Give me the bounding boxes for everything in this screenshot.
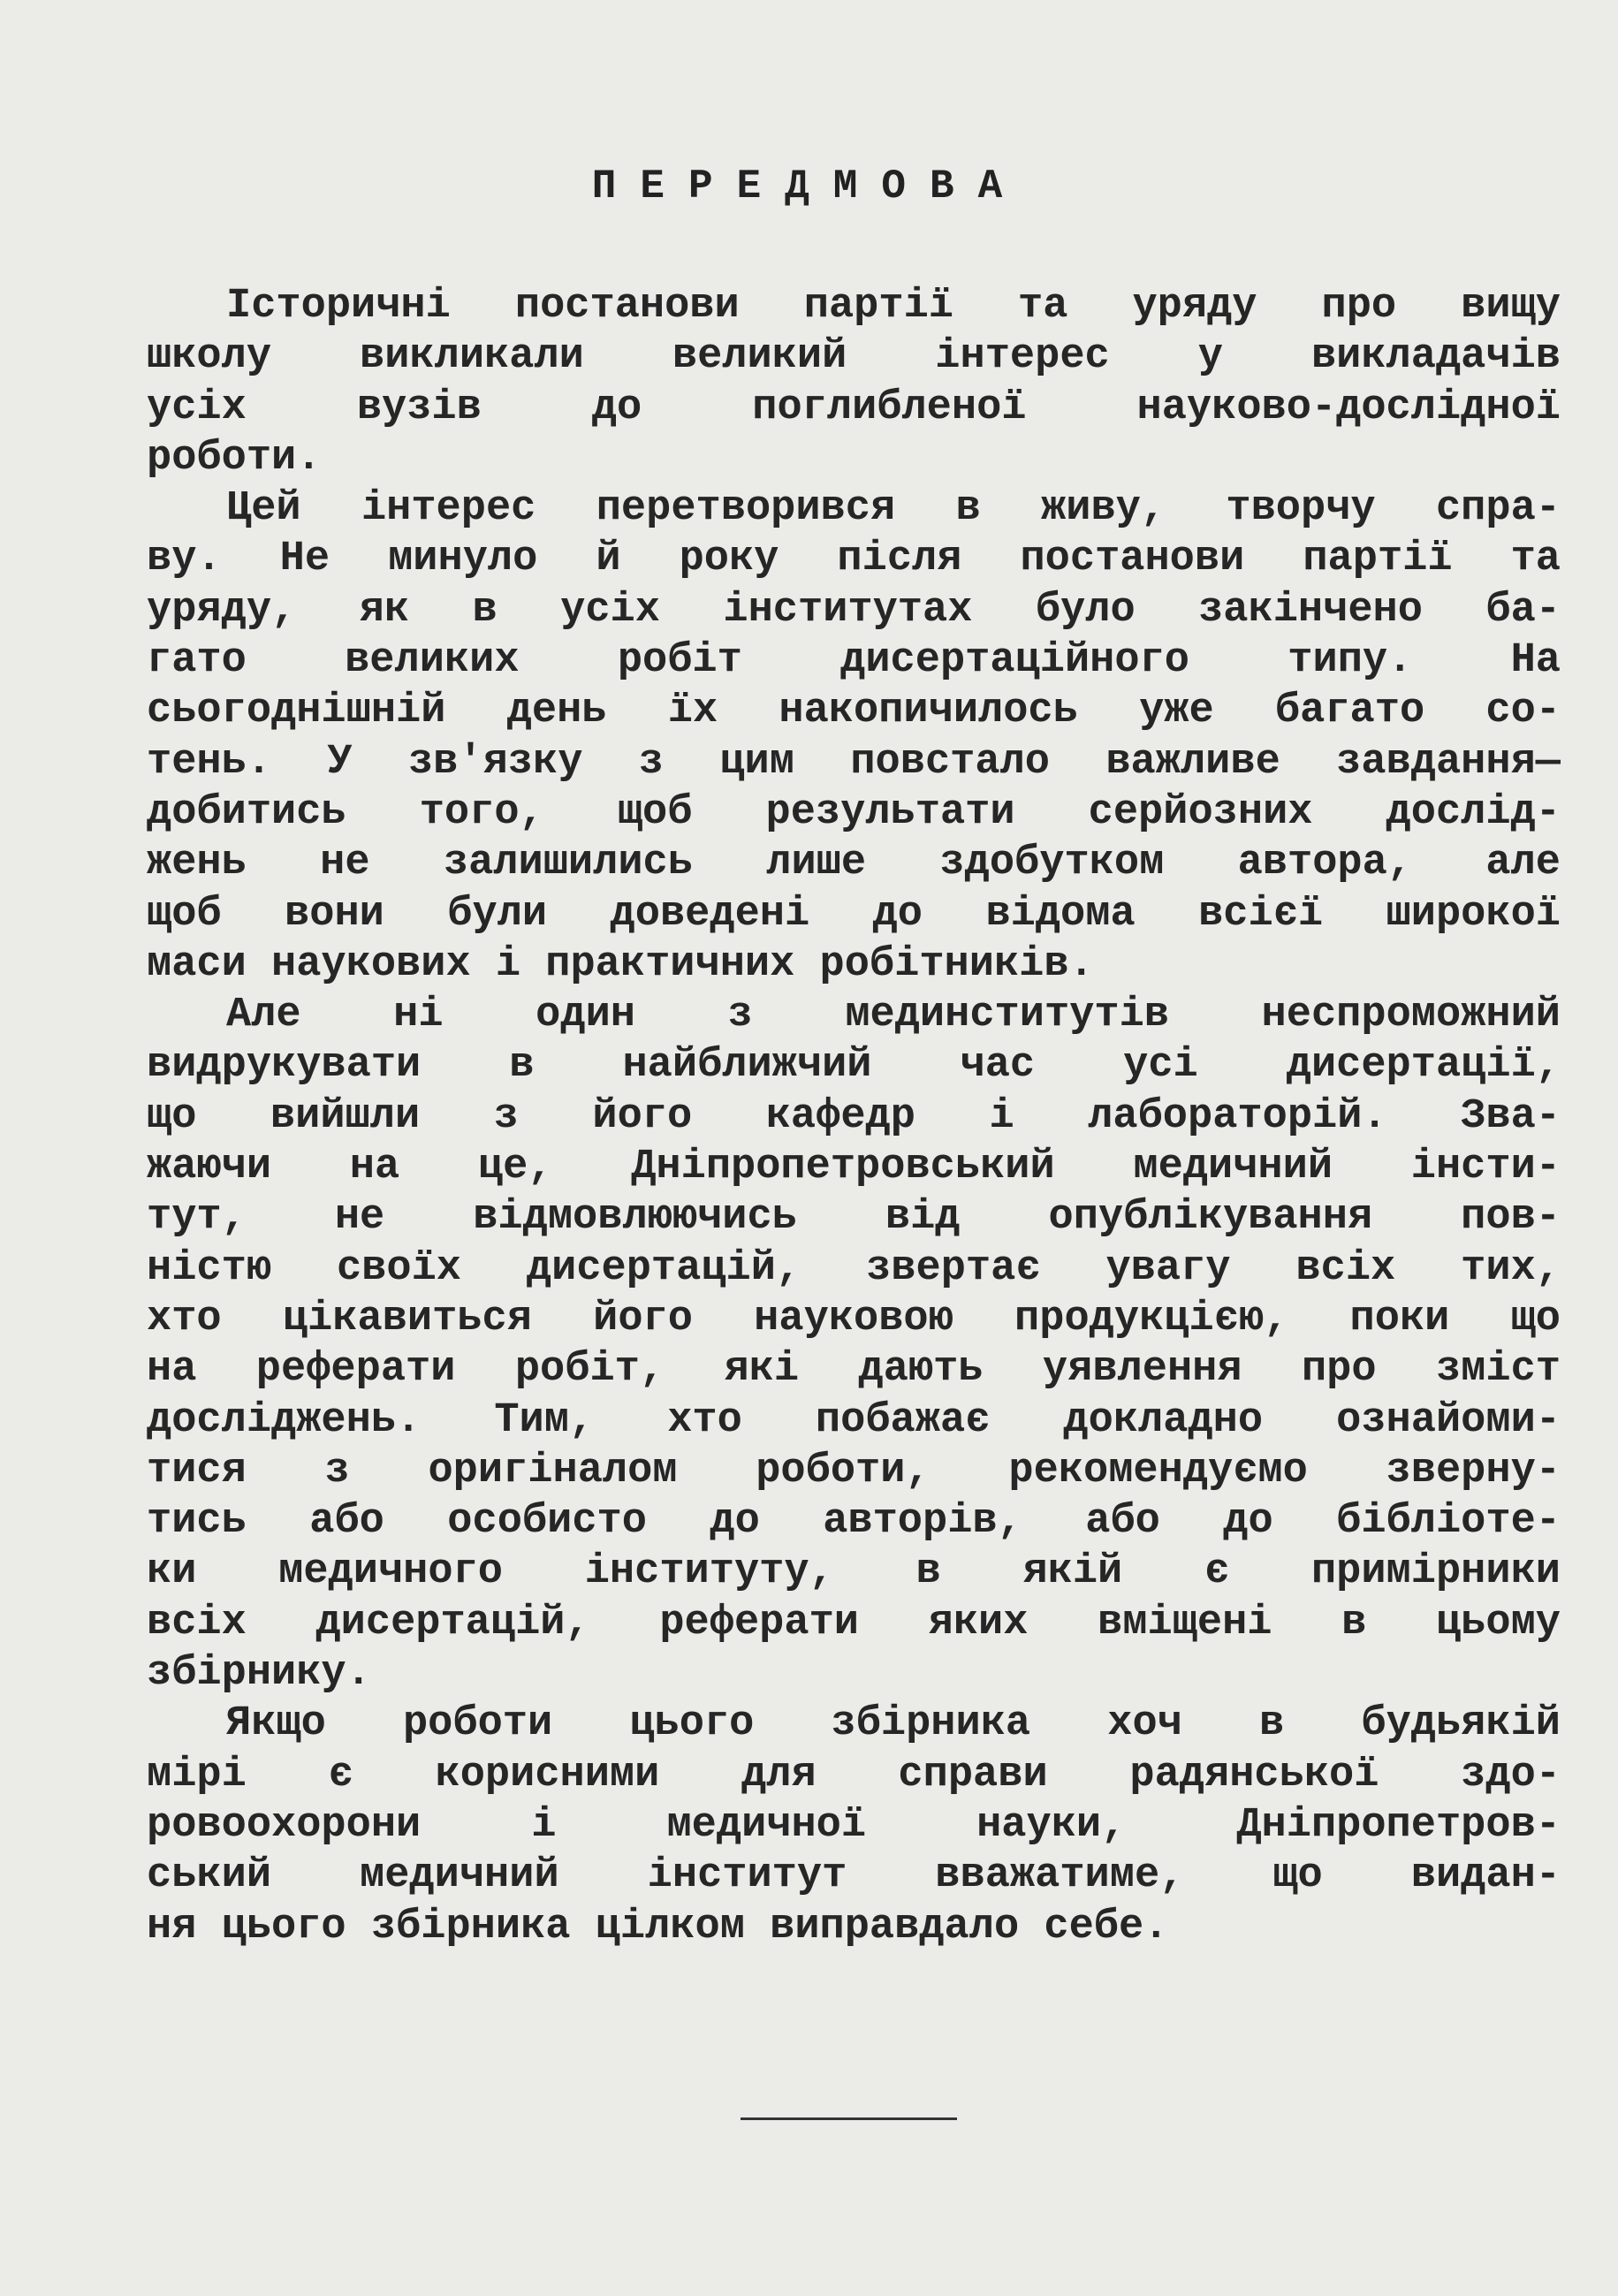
text-line: збірнику.: [147, 1650, 371, 1698]
text-line: ня цього збірника цілком виправдало себе.: [147, 1903, 1169, 1950]
text-line: Але ні один з мединститутів неспроможний: [226, 992, 1561, 1039]
text-line: школу викликали великий інтерес у викладачів: [147, 333, 1561, 381]
text-line: видрукувати в найближчий час усі дисертації,: [147, 1042, 1561, 1090]
text-line: ки медичного інституту, в якій є примірники: [147, 1548, 1561, 1596]
text-line: маси наукових і практичних робітників.: [147, 940, 1094, 988]
text-line: Якщо роботи цього збірника хоч в будьякій: [226, 1700, 1561, 1748]
text-line: на реферати робіт, які дають уявлення про зміст: [147, 1346, 1561, 1394]
page-title: ПЕРЕДМОВА: [591, 163, 1027, 209]
text-line: хто цікавиться його науковою продукцією, поки що: [147, 1295, 1561, 1342]
text-line: тень. У зв'язку з цим повстало важливе завдання—: [147, 738, 1561, 786]
closing-rule: [741, 2117, 957, 2120]
preface-text: [147, 281, 1561, 1952]
text-line: усіх вузів до поглибленої науково-дослідної: [147, 384, 1561, 431]
text-line: мірі є корисними для справи радянської здо-: [147, 1751, 1561, 1798]
text-line: тися з оригіналом роботи, рекомендуємо зверну-: [147, 1447, 1561, 1494]
text-line: щоб вони були доведені до відома всієї широкої: [147, 890, 1561, 938]
text-line: роботи.: [147, 434, 322, 482]
text-line: ровоохорони і медичної науки, Дніпропетров-: [147, 1801, 1561, 1849]
text-line: ський медичний інститут вважатиме, що видан-: [147, 1852, 1561, 1900]
text-line: ву. Не минуло й року після постанови партії та: [147, 536, 1561, 583]
text-line: добитись того, щоб результати серйозних дослід-: [147, 788, 1561, 836]
text-line: гато великих робіт дисертаційного типу. На: [147, 637, 1561, 685]
text-line: досліджень. Тим, хто побажає докладно ознайоми-: [147, 1396, 1561, 1444]
text-line: що вийшли з його кафедр і лабораторій. Зва-: [147, 1092, 1561, 1140]
text-line: сьогоднішній день їх накопичилось уже багато со-: [147, 688, 1561, 735]
text-line: жаючи на це, Дніпропетровський медичний інсти-: [147, 1144, 1561, 1191]
text-line: тись або особисто до авторів, або до бібліоте-: [147, 1498, 1561, 1546]
text-line: всіх дисертацій, реферати яких вміщені в цьому: [147, 1599, 1561, 1646]
text-line: уряду, як в усіх інститутах було закінчено ба-: [147, 586, 1561, 634]
text-line: тут, не відмовлюючись від опублікування пов-: [147, 1194, 1561, 1242]
text-line: Історичні постанови партії та уряду про вищу: [226, 283, 1561, 330]
text-line: Цей інтерес перетворився в живу, творчу спра-: [226, 485, 1561, 533]
text-line: ністю своїх дисертацій, звертає увагу всіх тих,: [147, 1244, 1561, 1292]
text-line: жень не залишились лише здобутком автора, але: [147, 840, 1561, 887]
